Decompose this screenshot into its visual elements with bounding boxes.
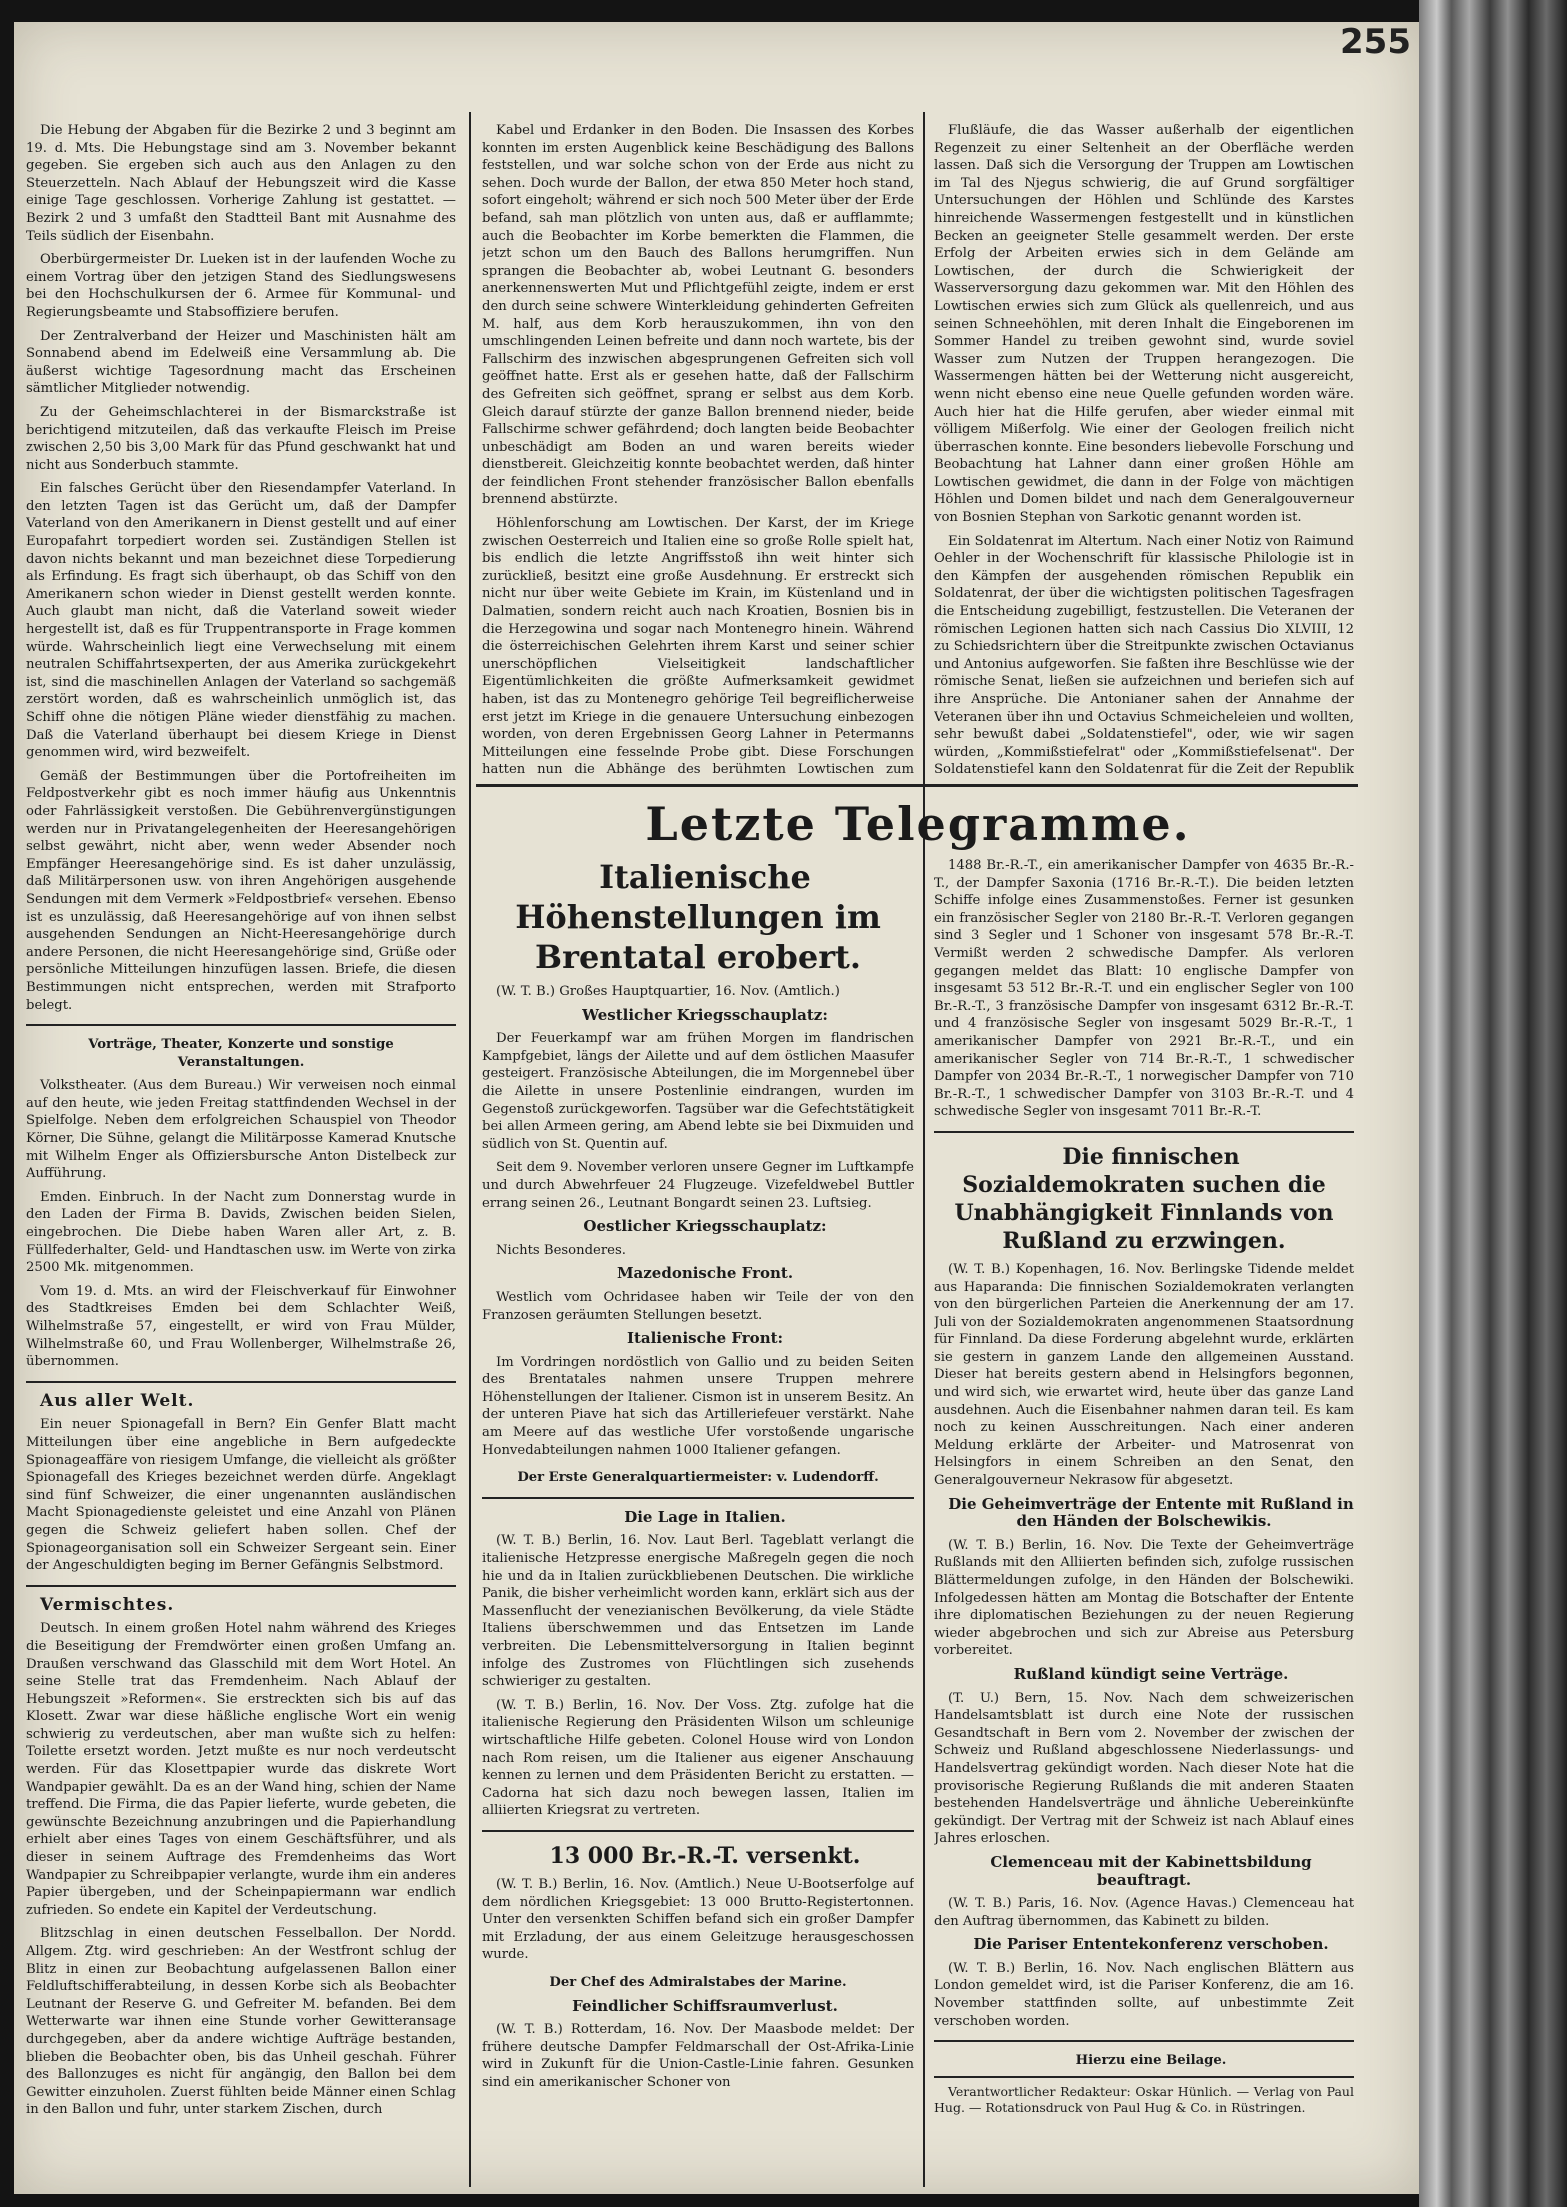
imprint: Verantwortlicher Redakteur: Oskar Hünlich. — Verlag von Paul Hug. — Rotationsdruck von Paul Hug & Co. in Rüstringen.	[934, 2076, 1354, 2116]
subheading-lage-italien: Die Lage in Italien.	[624, 1507, 786, 1526]
divider	[482, 1497, 914, 1499]
page-number: 255	[1340, 22, 1411, 62]
divider	[26, 1585, 456, 1587]
dateline-hauptquartier: (W. T. B.) Großes Hauptquartier, 16. Nov. (Amtlich.)	[496, 984, 840, 999]
article-hoehlenforschung: Höhlenforschung am Lowtischen. Der Karst, der im Kriege zwischen Oesterreich und Italien eine so große Rolle spielt hat, bis endlich die letzte Angriffsstoß ihn weit hinter sich zurückließ, besitzt eine große Ausdehnung. Er erstreckt sich nicht nur über weite Gebiete im Krain, im Küstenland und in Dalmatien, sondern reicht auch nach Kroatien, Bosnien bis in die Herzegowina und sogar nach Montenegro hinein. Während die österreichischen Gelehrten ihrem Karst und seiner schier unerschöpflichen Vielseitigkeit landschaftlicher Eigentümlichkeiten die größte Aufmerksamkeit gewidmet haben, ist das zu Montenegro gehörige Teil begreiflicherweise erst jetzt im Kriege in die genauere Untersuchung einbezogen worden, von deren Ergebnissen Georg Lahner in Petermanns Mitteilungen eine fesselnde Probe gibt. Diese Forschungen hatten nun die Abhänge des berühmten Lowtischen zum	[482, 516, 914, 777]
report-geheimvertraege: (W. T. B.) Berlin, 16. Nov. Die Texte der Geheimverträge Rußlands mit den Alliierten befinden sich, zufolge russischen Blättermeldungen zufolge, in den Händen der Bolschewiki. Infolgedessen hätten am Montag die Botschafter der Entente ihre diplomatischen Beziehungen zu der neuen Regierung wieder abgebrochen und sich zur Abreise aus Petersburg vorbereitet.	[934, 1537, 1354, 1659]
column-rule	[469, 112, 471, 2187]
divider	[26, 1381, 456, 1383]
report-russland-vertraege: (T. U.) Bern, 15. Nov. Nach dem schweizerischen Handelsamtsblatt ist durch eine Note der russischen Gesandtschaft in Bern vom 2. November der zwischen der Schweiz und Rußland abgeschlossene Niederlassungs- und Handelsvertrag gekündigt worden. Nach dieser Note hat die provisorische Regierung Rußlands die mit anderen Staaten bestehenden Handelsverträge und ähnliche Uebereinkünfte gekündigt. Der Vertrag mit der Schweiz ist nach Ablauf eines Jahres erloschen.	[934, 1690, 1354, 1847]
article-volkstheater: Volkstheater. (Aus dem Bureau.) Wir verweisen noch einmal auf den heute, wie jeden Freitag stattfindenden Wechsel in der Spielfolge. Neben dem erfolgreichen Schauspiel von Theodor Körner, Die Sühne, gelangt die Militärposse Kamerad Knutsche mit Wilhelm Enger als Offiziersbursche Anton Distelbeck zur Aufführung.	[26, 1078, 456, 1182]
report-lage-italien-2: (W. T. B.) Berlin, 16. Nov. Der Voss. Ztg. zufolge hat die italienische Regierung den Präsidenten Wilson um schleunige wirtschaftliche Hilfe gebeten. Colonel House wird von London nach Rom reisen, um die Italiener aus eigener Anschauung kennen zu lernen und dem Präsidenten Bericht zu erstatten. — Cadorna hat sich dazu noch bewegen lassen, Italien im alliierten Kriegsrat zu vertreten.	[482, 1697, 914, 1819]
subheading-schiffsraum: Feindlicher Schiffsraumverlust.	[572, 1996, 838, 2015]
article-spionagefall: Ein neuer Spionagefall in Bern? Ein Genfer Blatt macht Mitteilungen über eine angebliche in Bern aufgedeckte Spionageaffäre von riesigem Umfange, die vielleicht als größter Spionagefall des Krieges bezeichnet werden dürfe. Angeklagt sind fünf Schweizer, die einer ungenannten ausländischen Macht Spionagedienste geleistet und eine Anzahl von Plänen gegen die Schweiz geliefert haben sollen. Chef der Spionageorganisation soll ein Schweizer Sergeant sein. Einer der Angeschuldigten beging im Berner Gefängnis Selbstmord.	[26, 1417, 456, 1574]
report-clemenceau: (W. T. B.) Paris, 16. Nov. (Agence Havas.) Clemenceau hat den Auftrag übernommen, das Kabinett zu bilden.	[934, 1896, 1354, 1929]
section-heading-theater: Vorträge, Theater, Konzerte und sonstige Veranstaltungen.	[88, 1037, 394, 1070]
newspaper-page	[14, 22, 1419, 2194]
report-schiffsraum-fortsetzung: 1488 Br.-R.-T., ein amerikanischer Dampfer von 4635 Br.-R.-T., der Dampfer Saxonia (1716 Br.-R.-T.). Die beiden letzten Schiffe infolge eines Zusammenstoßes. Ferner ist gesunken ein französischer Segler von 2180 Br.-R.-T. Verloren gegangen sind 3 Segler und 1 Schoner von insgesamt 578 Br.-R.-T. Vermißt werden 2 schwedische Dampfer. Als verloren gegangen meldet das Blatt: 10 englische Dampfer von insgesamt 53 512 Br.-R.-T. und ein englischer Segler von 100 Br.-R.-T., 3 französische Dampfer von insgesamt 6312 Br.-R.-T. und 4 französische Segler von insgesamt 5029 Br.-R.-T., 1 amerikanischer Dampfer von 2921 Br.-R.-T., und ein amerikanischer Segler von 714 Br.-R.-T., 1 schwedischer Dampfer von 2034 Br.-R.-T., 1 norwegischer Dampfer von 710 Br.-R.-T., 1 schwedischer Dampfer von 3103 Br.-R.-T. und 4 schwedische Segler von insgesamt 7011 Br.-R.-T.	[934, 858, 1354, 1120]
section-heading-aus-aller-welt: Aus aller Welt.	[40, 1390, 195, 1411]
article-ballon-fortsetzung: Kabel und Erdanker in den Boden. Die Insassen des Korbes konnten im ersten Augenblick keine Beschädigung des Ballons feststellen, und war solche schon von der Erde aus nicht zu sehen. Doch wurde der Ballon, der etwa 850 Meter hoch stand, sofort eingeholt; während er sich noch 500 Meter über der Erde befand, sah man plötzlich von unten aus, daß er aufflammte; auch die Beobachter im Korbe bemerkten die Flammen, die jetzt schon um den Bauch des Ballons herumgriffen. Nun sprangen die Beobachter ab, wobei Leutnant G. besonders anerkennenswerten Mut und Pflichtgefühl zeigte, indem er erst den durch seine schwere Winterkleidung gehinderten Gefreiten M. half, aus dem Korb herauszukommen, ihn von den umschlingenden Leinen befreite und dann noch wartete, bis der Fallschirm des inzwischen abgesprungenen Gefreiten sich voll geöffnet hatte. Erst als er gesehen hatte, daß der Fallschirm des Gefreiten sich geöffnet, sprang er selbst aus dem Korb. Gleich darauf stürzte der ganze Ballon brennend nieder, beide Fallschirme schwer gefährdend; doch langten beide Beobachter unbeschädigt am Boden an und waren bereits wieder dienstbereit. Gleichzeitig konnte beobachtet werden, daß hinter der feindlichen Front stehender französischer Ballon ebenfalls brennend abstürzte.	[482, 123, 914, 508]
report-schiffsraum: (W. T. B.) Rotterdam, 16. Nov. Der Maasbode meldet: Der frühere deutsche Dampfer Feldmarschall der Ost-Afrika-Linie wird in Zukunft für die Union-Castle-Linie fahren. Gesunken sind ein amerikanischer Schoner von	[482, 2022, 914, 2090]
article-soldatenrat: Ein Soldatenrat im Altertum. Nach einer Notiz von Raimund Oehler in der Wochenschrift für klassische Philologie ist in den Kämpfen der ausgehenden römischen Republik ein Soldatenrat, der über die wichtigsten politischen Tagesfragen die Entscheidung zugebilligt, festzustellen. Die Veteranen der römischen Legionen hatten sich nach Cassius Dio XLVIII, 12 zu Schiedsrichtern über die Streitpunkte zwischen Octavianus und Antonius aufgeworfen. Sie faßten ihre Beschlüsse wie der römische Senat, ließen sie aufzeichnen und beriefen sich auf ihre Ansprüche. Die Antonianer sahen der Annahme der Veteranen über ihn und Octavius Schmeicheleien und wollten, sehr bewußt dabei „Soldatenstiefel", oder, wie wir sagen würden, „Kommißstiefelrat" oder „Kommißstiefelsenat". Der Soldatenstiefel kann den Soldatenrat für die Zeit der Republik	[934, 533, 1354, 777]
divider	[934, 2040, 1354, 2042]
article-oberbuergermeister: Oberbürgermeister Dr. Lueken ist in der laufenden Woche zu einem Vortrag über den jetzigen Stand des Siedlungswesens bei den Hochschulkursen der 6. Armee für Kommunal- und Regierungsbeamte und Stabsoffiziere berufen.	[26, 252, 456, 320]
column-rule	[923, 112, 925, 2187]
column-1	[26, 122, 456, 2187]
divider	[482, 1830, 914, 1832]
report-west-2: Seit dem 9. November verloren unsere Gegner im Luftkampfe und durch Abwehrfeuer 24 Flugzeuge. Vizefeldwebel Buttler errang seinen 26., Leutnant Bongardt seinen 23. Luftsieg.	[482, 1160, 914, 1211]
report-italien: Im Vordringen nordöstlich von Gallio und zu beiden Seiten des Brentatales nahmen unsere Truppen mehrere Höhenstellungen der Italiener. Cismon ist in unserem Besitz. An der unteren Piave hat sich das Artilleriefeuer verstärkt. Nahe am Meere auf das westliche Ufer vorstoßende ungarische Honvedabteilungen nahmen 1000 Italiener gefangen.	[482, 1354, 914, 1458]
headline-finnland: Die finnischen Sozialdemokraten suchen die Unabhängigkeit Finnlands von Rußland zu erzwingen.	[954, 1143, 1334, 1254]
subheading-clemenceau: Clemenceau mit der Kabinettsbildung beauftragt.	[990, 1852, 1312, 1889]
column-4	[482, 857, 914, 2187]
headline-versenkt: 13 000 Br.-R.-T. versenkt.	[549, 1842, 861, 1869]
divider	[934, 1131, 1354, 1133]
subheading-westlich: Westlicher Kriegsschauplatz:	[582, 1005, 828, 1024]
subheading-mazedonisch: Mazedonische Front.	[616, 1264, 794, 1283]
report-lage-italien-1: (W. T. B.) Berlin, 16. Nov. Laut Berl. Tageblatt verlangt die italienische Hetzpresse energische Maßregeln gegen die noch hie und da in Italien zurückbliebenen Deutschen. Die wirkliche Panik, die bisher verheimlicht worden kann, erklärt sich aus der Massenflucht der venezianischen Bevölkerung, da viele Städte Italiens überschwemmen und das Entsetzen im Lande verbreiten. Die Lebensmittelversorgung in Italien beginnt infolge des Zustromes von Flüchtlingen sich zusehends schwieriger zu gestalten.	[482, 1533, 914, 1690]
column-3	[934, 122, 1354, 777]
article-abgaben: Die Hebung der Abgaben für die Bezirke 2 und 3 beginnt am 19. d. Mts. Die Hebungstage sind am 3. November bekannt gegeben. Sie ergeben sich auch aus den Anlagen zu den Steuerzetteln. Nach Ablauf der Hebungszeit wird die Kasse einige Tage geschlossen. Vorherige Zahlung ist gestattet. — Bezirk 2 und 3 umfaßt den Stadtteil Bant mit Ausnahme des Teils südlich der Eisenbahn.	[26, 123, 456, 244]
subheading-oestlich: Oestlicher Kriegsschauplatz:	[583, 1217, 827, 1236]
article-geheimschlachterei: Zu der Geheimschlachterei in der Bismarckstraße ist berichtigend mitzuteilen, daß das verkaufte Fleisch im Preise zwischen 2,50 bis 3,00 Mark für das Pfund geschwankt hat und nicht aus Sonderbuch stammte.	[26, 404, 456, 473]
headline-brentatal: Italienische Höhenstellungen im Brentatal erobert.	[515, 858, 881, 976]
article-feldpost: Gemäß der Bestimmungen über die Portofreiheiten im Feldpostverkehr gibt es noch immer häufig aus Unkenntnis oder Fahrlässigkeit verstoßen. Die Gebührenvergünstigungen werden nur in Privatangelegenheiten der Heeresangehörigen selbst gewährt, nicht aber, wenn weder Absender noch Empfänger Heeresangehörige sind. Es ist daher unzulässig, daß Militärpersonen usw. von ihren Angehörigen ausgehende Sendungen mit dem Vermerk »Feldpostbrief« versehen. Ebenso ist es unzulässig, daß Heeresangehörige auf von ihnen selbst ausgehenden Sendungen an Nicht-Heeresangehörige durch andere Personen, die nicht Heeresangehörige sind, Grüße oder persönliche Mitteilungen hinzufügen lassen. Briefe, die diesen Bestimmungen nicht entsprechen, werden mit Strafporto belegt.	[26, 768, 456, 1013]
section-title-telegramme: Letzte Telegramme.	[645, 797, 1191, 851]
section-heading-vermischtes: Vermischtes.	[40, 1594, 175, 1615]
subheading-russland-vertraege: Rußland kündigt seine Verträge.	[1013, 1664, 1289, 1683]
divider	[26, 1024, 456, 1026]
signature-ludendorff: Der Erste Generalquartiermeister: v. Ludendorff.	[517, 1470, 879, 1486]
supplement-note: Hierzu eine Beilage.	[1075, 2053, 1227, 2069]
subheading-ententekonferenz: Die Pariser Ententekonferenz verschoben.	[973, 1935, 1329, 1954]
subheading-italienisch: Italienische Front:	[626, 1329, 784, 1348]
report-finnland: (W. T. B.) Kopenhagen, 16. Nov. Berlingske Tidende meldet aus Haparanda: Die finnischen Sozialdemokraten verlangten von den bürgerlichen Parteien die Anerkennung der am 17. Juli von der Sozialdemokraten angenommenen Staatsordnung für Finnland. Da diese Forderung abgelehnt wurde, erklärten sie gestern in ganzem Lande den allgemeinen Ausstand. Dieser hat bereits gestern abend in Helsingfors begonnen, und wird sich, wie erwartet wird, heute über das ganze Land ausdehnen. Auch die Eisenbahner nahmen daran teil. Es kam noch zu keinen Ausschreitungen. Nach einer anderen Meldung erklärte der Arbeiter- und Matrosenrat von Helsingfors in einem Schreiben an den Senat, den Generalgouverneur Nekrasow für abgesetzt.	[934, 1261, 1354, 1489]
report-uboot: (W. T. B.) Berlin, 16. Nov. (Amtlich.) Neue U-Bootserfolge auf dem nördlichen Kriegsgebiet: 13 000 Brutto-Registertonnen. Unter den versenkten Schiffen befand sich ein großer Dampfer mit Erzladung, der aus einem Geleitzuge herausgeschossen wurde.	[482, 1876, 914, 1963]
report-ententekonferenz: (W. T. B.) Berlin, 16. Nov. Nach englischen Blättern aus London gemeldet wird, ist die Pariser Konferenz, die am 16. November stattfinden sollte, auf unbestimmte Zeit verschoben worden.	[934, 1960, 1354, 2029]
report-ost: Nichts Besonderes.	[496, 1242, 626, 1258]
column-2	[482, 122, 914, 777]
report-west-1: Der Feuerkampf war am frühen Morgen im flandrischen Kampfgebiet, längs der Ailette und auf dem östlichen Maasufer gesteigert. Französische Abteilungen, die im Morgennebel über die Ailette in unsere Postenlinie eindrangen, wurden im Gegenstoß zurückgeworfen. Tagsüber war die Gefechtstätigkeit bei allen Armeen gering, am Abend lebte sie bei Dixmuiden und südlich von St. Quentin auf.	[482, 1031, 914, 1152]
article-zentralverband: Der Zentralverband der Heizer und Maschinisten hält am Sonnabend abend im Edelweiß eine Versammlung ab. Die äußerst wichtige Tagesordnung macht das Erscheinen sämtlicher Mitglieder notwendig.	[26, 328, 456, 397]
report-mazedonien: Westlich vom Ochridasee haben wir Teile der von den Franzosen geräumten Stellungen besetzt.	[482, 1289, 914, 1323]
signature-admiralstab: Der Chef des Admiralstabes der Marine.	[549, 1974, 847, 1990]
article-flusslaeufe: Flußläufe, die das Wasser außerhalb der eigentlichen Regenzeit zu einer Seltenheit an der Oberfläche werden lassen. Daß sich die Versorgung der Truppen am Lowtischen im Tal des Njegus schwierig, die auf Grund sorgfältiger Untersuchungen der Höhlen und Schlünde des Karstes hinreichende Wassermengen festgestellt und in künstlichen Becken an geeigneter Stelle gesammelt werden. Der erste Erfolg der Arbeiten erwies sich in dem Gelände am Lowtischen, der durch die Schwierigkeit der Wasserversorgung dazu gekommen war. Mit den Höhlen des Lowtischen erwies sich zum Glück als quellenreich, und aus seinen Schneehöhlen, mit deren Inhalt die Eingeborenen im Sommer Handel zu treiben gewohnt sind, wurde soviel Wasser zum Nutzen der Truppen herangezogen. Die Wassermengen hätten bei der Wetterung nicht ausgereicht, wenn nicht ebenso eine neue Quelle gefunden worden wäre. Auch hier hat die Hilfe gerufen, aber wieder einmal mit völligem Mißerfolg. Wie einer der Geologen freilich nicht überraschen konnte. Eine besonders liebevolle Forschung und Beobachtung hat Lahner dann einer großen Höhle am Lowtischen gewidmet, die dann in der Folge von mächtigen Höhlen und Domen bildet und nach dem Generalgouverneur von Bosnien Stephan von Sarkotic genannt worden ist.	[934, 123, 1354, 526]
section-rule	[476, 784, 1358, 787]
article-blitzschlag: Blitzschlag in einen deutschen Fesselballon. Der Nordd. Allgem. Ztg. wird geschrieben: An der Westfront schlug der Blitz in einen zur Beobachtung aufgelassenen Ballon einer Feldluftschifferabteilung, in dessen Korbe sich als Beobachter Leutnant der Reserve G. und Gefreiter M. befanden. Bei dem Wetterwarte war ihnen eine Stunde vorher Gewitteransage durchgegeben, aber da andere wichtige Aufträge bestanden, blieben die Beobachter oben, bis das Unheil geschah. Führer des Ballonzuges es nicht für angängig, den Ballon bei dem Gewitter einzuholen. Zuerst fühlten beide Männer einen Schlag in den Ballon und fuhr, unter starkem Zischen, durch	[26, 1926, 456, 2118]
article-fleischverkauf: Vom 19. d. Mts. an wird der Fleischverkauf für Einwohner des Stadtkreises Emden bei dem Schlachter Weiß, Wilhelmstraße 57, eingestellt, er wird von Frau Mülder, Wilhelmstraße 60, und Frau Wollenberger, Wilhelmstraße 26, übernommen.	[26, 1283, 456, 1370]
subheading-geheimvertraege: Die Geheimverträge der Entente mit Rußland in den Händen der Bolschewikis.	[948, 1494, 1354, 1531]
column-5	[934, 857, 1354, 2187]
article-emden-einbruch: Emden. Einbruch. In der Nacht zum Donnerstag wurde in den Laden der Firma B. Davids, Zwischen beiden Sielen, eingebrochen. Die Diebe haben Waren aller Art, z. B. Füllfederhalter, Geld- und Handtaschen usw. im Werte von zirka 2500 Mk. mitgenommen.	[26, 1189, 456, 1276]
article-deutsch: Deutsch. In einem großen Hotel nahm während des Krieges die Beseitigung der Fremdwörter einen großen Umfang an. Draußen verschwand das Glasschild mit dem Wort Hotel. An seine Stelle trat das Fremdenheim. Nach Ablauf der Hebungszeit »Reformen«. Sie erstreckten sich bis auf das Klosett. Zwar war diese häßliche englische Wort ein wenig schwierig zu verdeutschen, aber man wußte sich zu helfen: Toilette ersetzt worden. Jetzt mußte es nur noch verdeutscht werden. Für das Klosettpapier wurde das diskrete Wort Wandpapier gewählt. Da es an der Wand hing, schien der Name treffend. Die Firma, die das Papier lieferte, wurde gebeten, die gewünschte Bezeichnung anzubringen und die Papierhandlung erhielt aber eines Tages von einem Geschäftsführer, und als dieser in seinem Auftrage des Fremdenheims das Wort Wandpapier zu Schreibpapier verlangte, wurde ihm ein anderes Papier übergeben, und der Scheinpapiermann war endlich zufrieden. So endete ein Kapitel der Verdeutschung.	[26, 1621, 456, 1918]
article-vaterland: Ein falsches Gerücht über den Riesendampfer Vaterland. In den letzten Tagen ist das Gerücht um, daß der Dampfer Vaterland von den Amerikanern in Dienst gestellt und auf einer Europafahrt torpediert worden sei. Zuständigen Stellen ist davon nichts bekannt und man bezeichnet diese Torpedierung als Erfindung. Es fragt sich überhaupt, ob das Schiff von den Amerikanern schon wieder in Dienst gestellt werden konnte. Auch glaubt man nicht, daß die Vaterland soweit wieder hergestellt ist, daß es für Truppentransporte in Frage kommen würde. Wahrscheinlich liegt eine Verwechselung mit einem neutralen Schiffahrtsexperten, der aus Amerika zurückgekehrt ist, sind die maschinellen Anlagen der Vaterland so sachgemäß zerstört worden, daß es wahrscheinlich unmöglich ist, das Schiff ohne die nötigen Pläne wieder dienstfähig zu machen. Daß die Vaterland überhaupt bei diesem Kriege in Dienst genommen wird, wird bezweifelt.	[26, 481, 456, 761]
book-binding	[1419, 0, 1567, 2207]
